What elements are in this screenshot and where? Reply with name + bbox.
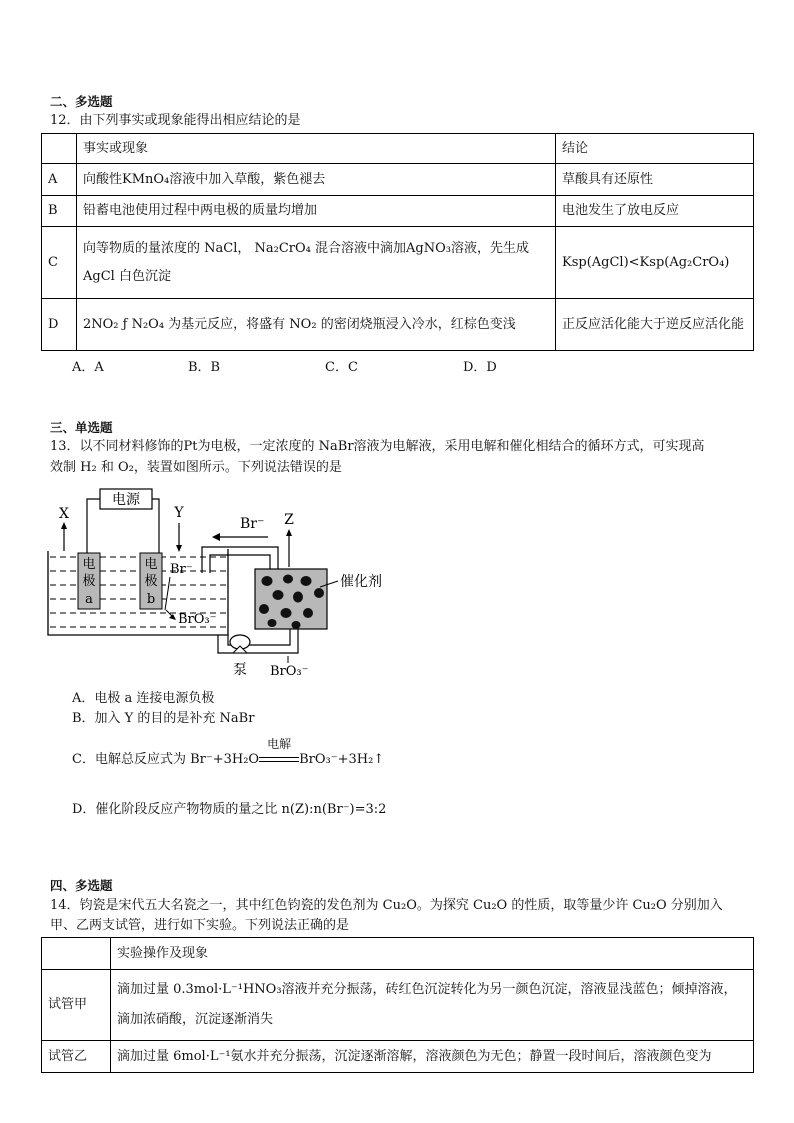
br-ion-label-top: Br⁻ <box>240 516 265 532</box>
q13-option-d: D．催化阶段反应产物物质的量之比 n(Z):n(Br⁻)=3:2 <box>72 802 387 817</box>
row-fact-line1: 向等物质的量浓度的 NaCl， Na₂CrO₄ 混合溶液中滴加AgNO₃溶液，先生成 <box>83 240 529 256</box>
reaction-condition: 电解 <box>267 737 292 751</box>
row-label: B <box>42 196 77 227</box>
q14-stem-line2: 甲、乙两支试管，进行如下实验。下列说法正确的是 <box>50 918 350 933</box>
section-heading-2: 二、多选题 <box>50 94 113 109</box>
row-conclusion: 草酸具有还原性 <box>556 164 754 196</box>
electrode-b-char2: 极 <box>144 574 158 589</box>
bro3-ion-label-bottom: BrO₃⁻ <box>270 664 309 679</box>
q14-row-jia <box>42 970 754 1041</box>
q12-header-conclusion: 结论 <box>556 134 754 164</box>
wire-right <box>152 499 159 553</box>
q12-row-b <box>42 196 754 227</box>
electrolysis-diagram <box>40 485 410 685</box>
row-line2: 滴加浓硝酸，沉淀逐渐消失 <box>117 1012 274 1027</box>
z-arrowhead <box>286 529 292 536</box>
br-ion-label-b: Br⁻ <box>170 562 193 577</box>
q12-option-d: D．D <box>463 360 497 375</box>
q12-table <box>41 133 754 351</box>
bro3-ion-label-b: BrO₃⁻ <box>178 612 217 627</box>
wire-left <box>87 499 100 553</box>
x-label: X <box>59 506 69 522</box>
row-conclusion: Ksp(AgCl)<Ksp(Ag₂CrO₄) <box>556 227 754 299</box>
br-flow-arrowhead <box>212 533 220 541</box>
br-arrow-to-b <box>165 577 170 610</box>
row-label: 试管乙 <box>42 1041 111 1073</box>
z-label: Z <box>284 512 294 528</box>
row-fact: 2NO₂ ƒ N₂O₄ 为基元反应，将盛有 NO₂ 的密闭烧瓶浸入冷水，红棕色变浅 <box>77 299 556 351</box>
row-label: C <box>42 227 77 299</box>
q13-option-a: A．电极 a 连接电源负极 <box>72 691 215 706</box>
row-fact: 铅蓄电池使用过程中两电极的质量均增加 <box>77 196 556 227</box>
y-label: Y <box>174 505 184 521</box>
pump-label: 泵 <box>233 662 247 678</box>
y-arrowhead <box>176 545 182 552</box>
option-c-prefix: C．电解总反应式为 Br⁻+3H₂O <box>72 752 260 767</box>
q13-option-b: B．加入 Y 的目的是补充 NaBr <box>72 711 255 726</box>
electrode-b-char3: b <box>146 592 156 607</box>
row-conclusion: 电池发生了放电反应 <box>556 196 754 227</box>
q12-row-d <box>42 299 754 351</box>
q12-row-a <box>42 164 754 196</box>
row-fact: 向酸性KMnO₄溶液中加入草酸，紫色褪去 <box>77 164 556 196</box>
q14-header-blank <box>42 938 111 970</box>
x-arrowhead <box>61 522 67 529</box>
q12-option-b: B．B <box>188 360 221 375</box>
q14-table <box>41 937 754 1073</box>
q12-row-c <box>42 227 754 299</box>
q12-stem: 12．由下列事实或现象能得出相应结论的是 <box>50 113 301 128</box>
row-fact-line2: AgCl 白色沉淀 <box>83 268 171 284</box>
q12-header-blank <box>42 134 77 164</box>
catalyst-label: 催化剂 <box>340 574 382 590</box>
row-content <box>111 970 754 1041</box>
q13-option-c <box>72 737 385 770</box>
row-line1: 滴加过量 0.3mol·L⁻¹HNO₃溶液并充分振荡，砖红色沉淀转化为另一颜色沉淀，溶液显浅蓝色；倾掉溶液， <box>117 982 737 997</box>
q12-option-c: C．C <box>325 360 358 375</box>
row-content: 滴加过量 6mol·L⁻¹氨水并充分振荡，沉淀逐渐溶解，溶液颜色为无色；静置一段时间后，溶液颜色变为 <box>111 1041 754 1073</box>
electrode-a-char2: 极 <box>82 574 96 589</box>
q13-stem-line1: 13．以不同材料修饰的Pt为电极，一定浓度的 NaBr溶液为电解液，采用电解和催化相结合的循环方式，可实现高 <box>50 439 705 454</box>
q14-header-operation: 实验操作及现象 <box>111 938 754 970</box>
row-conclusion: 正反应活化能大于逆反应活化能 <box>556 299 754 351</box>
bro3-arrowhead-b <box>169 614 176 620</box>
q13-stem-line2: 效制 H₂ 和 O₂，装置如图所示。下列说法错误的是 <box>50 460 342 475</box>
q12-option-a: A．A <box>72 360 104 375</box>
power-source-label: 电源 <box>112 492 140 508</box>
section-heading-4: 四、多选题 <box>50 878 113 893</box>
reaction-arrow <box>259 737 299 770</box>
q14-stem-line1: 14．钧瓷是宋代五大名瓷之一，其中红色钧瓷的发色剂为 Cu₂O。为探究 Cu₂O 的性质，取等量少许 Cu₂O 分别加入 <box>50 898 723 913</box>
option-c-suffix: BrO₃⁻+3H₂↑ <box>299 752 385 767</box>
row-fact <box>77 227 556 299</box>
section-heading-3: 三、单选题 <box>50 420 113 435</box>
electrode-a-char1: 电 <box>82 557 96 572</box>
q12-header-fact: 事实或现象 <box>77 134 556 164</box>
equals-sign <box>259 757 299 762</box>
electrode-b-char1: 电 <box>144 557 158 572</box>
electrode-a-char3: a <box>85 592 93 607</box>
row-label: 试管甲 <box>42 970 111 1041</box>
q14-row-yi <box>42 1041 754 1073</box>
row-label: D <box>42 299 77 351</box>
row-label: A <box>42 164 77 196</box>
